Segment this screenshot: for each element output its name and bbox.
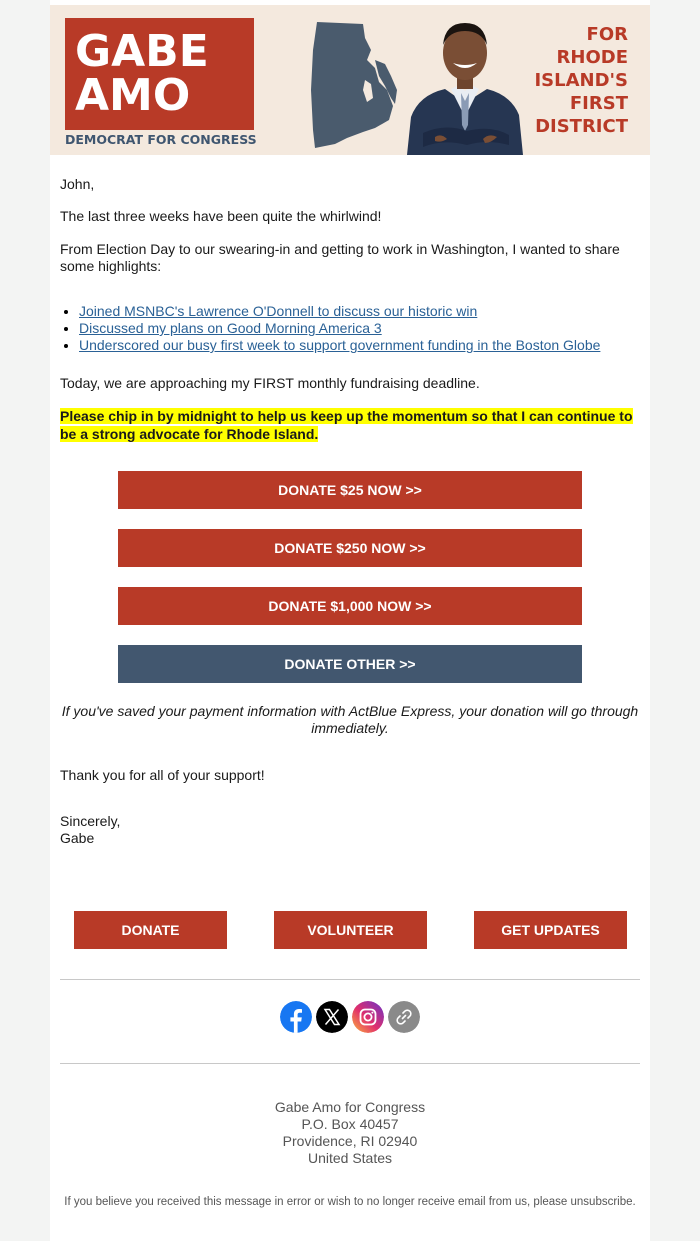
- logo-first-name: GABE: [75, 26, 209, 77]
- link-boston-globe[interactable]: Underscored our busy first week to support government funding in the Boston Globe: [79, 337, 601, 353]
- district-line: FIRST: [569, 93, 628, 114]
- divider: [60, 1063, 640, 1064]
- appeal-paragraph: [60, 407, 640, 443]
- list-item: [79, 337, 659, 354]
- district-line: FOR: [586, 24, 628, 45]
- address-box: P.O. Box 40457: [301, 1116, 399, 1132]
- x-icon[interactable]: [316, 1001, 348, 1033]
- mailing-address: [60, 1099, 640, 1167]
- address-org: Gabe Amo for Congress: [274, 1099, 426, 1115]
- footer-donate-button[interactable]: DONATE: [74, 911, 227, 949]
- header-banner: [50, 5, 650, 155]
- highlighted-appeal: Please chip in by midnight to help us keep up the momentum so that I can continue to be a strong advocate for Rhode Island.: [60, 408, 633, 442]
- divider: [60, 979, 640, 980]
- list-item: [79, 320, 659, 337]
- actblue-note: If you've saved your payment information with ActBlue Express, your donation will go through immediately.: [61, 703, 639, 736]
- footer-volunteer-button[interactable]: VOLUNTEER: [274, 911, 427, 949]
- logo-tagline: DEMOCRAT FOR CONGRESS: [65, 132, 257, 147]
- donate-250-button[interactable]: DONATE $250 NOW >>: [118, 529, 582, 567]
- district-line: RHODE: [556, 47, 628, 68]
- district-tagline: [534, 23, 628, 138]
- link-msnbc[interactable]: Joined MSNBC's Lawrence O'Donnell to discuss our historic win: [79, 303, 478, 319]
- address-city: Providence, RI 02940: [282, 1133, 418, 1149]
- donate-other-button[interactable]: DONATE OTHER >>: [118, 645, 582, 683]
- greeting: John,: [60, 176, 95, 192]
- link-icon[interactable]: [388, 1001, 420, 1033]
- district-line: ISLAND'S: [534, 70, 628, 91]
- list-item: [79, 303, 659, 320]
- address-country: United States: [307, 1150, 393, 1166]
- district-line: DISTRICT: [535, 116, 628, 137]
- footer-get-updates-button[interactable]: GET UPDATES: [474, 911, 627, 949]
- signoff: Sincerely,: [60, 813, 121, 829]
- donate-1000-button[interactable]: DONATE $1,000 NOW >>: [118, 587, 582, 625]
- rhode-island-map-icon: [305, 20, 405, 150]
- thanks-text: Thank you for all of your support!: [60, 767, 265, 783]
- unsubscribe-text: If you believe you received this message in error or wish to no longer receive email from us, please: [64, 1196, 568, 1208]
- donate-25-button[interactable]: DONATE $25 NOW >>: [118, 471, 582, 509]
- facebook-icon[interactable]: [280, 1001, 312, 1033]
- unsubscribe-note: [60, 1195, 640, 1211]
- paragraph-highlights: From Election Day to our swearing-in and getting to work in Washington, I wanted to share some highlights:: [60, 241, 620, 274]
- link-gma[interactable]: Discussed my plans on Good Morning America 3: [79, 320, 382, 336]
- paragraph-intro: The last three weeks have been quite the whirlwind!: [60, 208, 382, 224]
- logo-last-name: AMO: [75, 70, 191, 121]
- email-container: [50, 0, 650, 1241]
- unsubscribe-link[interactable]: unsubscribe.: [570, 1196, 636, 1208]
- candidate-photo: [405, 5, 525, 155]
- logo: [65, 18, 254, 130]
- signature: Gabe: [60, 830, 95, 846]
- instagram-icon[interactable]: [352, 1001, 384, 1033]
- highlight-links-list: [60, 303, 659, 354]
- paragraph-deadline: Today, we are approaching my FIRST monthly fundraising deadline.: [60, 375, 480, 391]
